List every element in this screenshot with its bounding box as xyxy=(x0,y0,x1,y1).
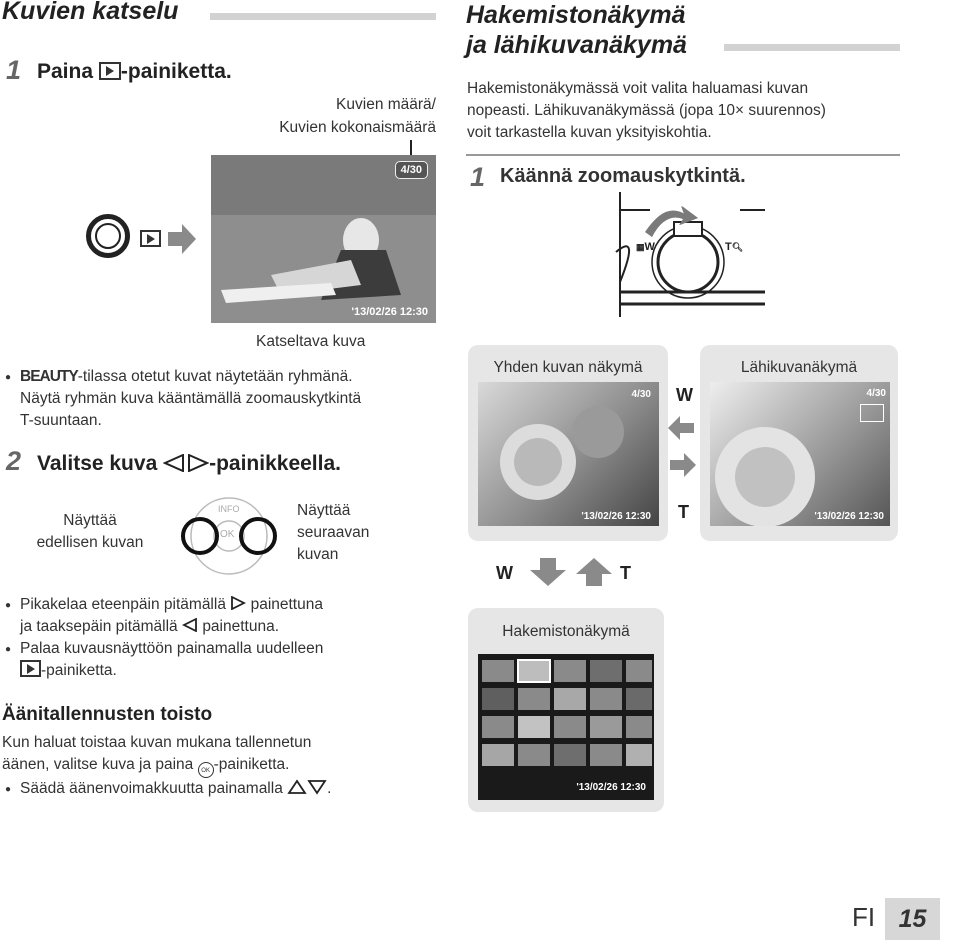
next-label-line-1: Näyttää xyxy=(297,502,351,519)
previous-image-label xyxy=(20,510,160,554)
fast-forward-note xyxy=(20,594,440,682)
page-heading: Kuvien katselu xyxy=(2,0,179,25)
image-counter: 4/30 xyxy=(866,388,886,399)
count-label-line-2: Kuvien kokonaismäärä xyxy=(279,119,436,136)
step-number: 1 xyxy=(6,55,22,85)
next-label-line-2: seuraavan xyxy=(297,524,370,541)
zoom-step-text: Käännä zoomauskytkintä. xyxy=(500,165,746,187)
closeup-view-photo xyxy=(710,382,890,526)
heading-rule xyxy=(724,44,900,51)
intro-line-3: voit tarkastella kuvan yksityiskohtia. xyxy=(467,124,712,141)
closeup-view-label: Lähikuvanäkymä xyxy=(740,359,858,376)
step-1-suffix: -painiketta. xyxy=(120,60,232,83)
rose-image xyxy=(478,382,659,526)
arrow-down-icon xyxy=(530,558,566,586)
previous-label-line-2: edellisen kuvan xyxy=(36,534,144,551)
step-2-text: Valitse kuva xyxy=(37,452,158,475)
beauty-note-line-2: Näytä ryhmän kuva kääntämällä zoomauskytkintä xyxy=(20,390,362,407)
thumbnail-grid xyxy=(478,654,654,800)
arrow-right-icon xyxy=(168,222,198,256)
count-label xyxy=(240,93,436,139)
index-grid xyxy=(478,654,654,800)
section-heading-line-2: ja lähikuvanäkymä xyxy=(466,31,687,59)
single-view-photo xyxy=(478,382,659,526)
left-arrow-icon xyxy=(182,618,198,632)
step-1-text: Paina xyxy=(37,60,94,83)
section-divider xyxy=(466,154,900,156)
playback-icon xyxy=(140,230,161,247)
intro-text xyxy=(467,78,907,144)
beauty-note-line-3: T-suuntaan. xyxy=(20,412,102,429)
index-view-label: Hakemistonäkymä xyxy=(502,623,630,640)
beauty-mode-note xyxy=(20,366,440,432)
lever-w-label xyxy=(636,241,655,253)
return-note-line-2: -painiketta. xyxy=(41,662,117,679)
lever-w-text: W xyxy=(644,241,655,253)
fast-forward-line-2b: painettuna. xyxy=(202,618,280,635)
magnify-icon: 🔍︎ xyxy=(731,242,744,252)
return-note-line-1: Palaa kuvausnäyttöön painamalla uudelleen xyxy=(20,640,324,657)
previous-label-line-1: Näyttää xyxy=(63,512,117,529)
intro-line-2: nopeasti. Lähikuvanäkymässä (jopa 10× suurennos) xyxy=(467,102,826,119)
step-number: 1 xyxy=(470,162,486,192)
photo-date: '13/02/26 12:30 xyxy=(581,511,651,522)
lever-t-text: T xyxy=(725,241,732,253)
photo-date: '13/02/26 12:30 xyxy=(814,511,884,522)
playback-icon xyxy=(99,62,121,80)
step-2-suffix: -painikkeella. xyxy=(209,452,341,475)
lever-t-label xyxy=(725,241,743,253)
audio-line-1: Kun haluat toistaa kuvan mukana tallennetun xyxy=(2,734,312,751)
playback-button-ring xyxy=(86,214,130,258)
audio-line-2b: -painiketta. xyxy=(213,756,290,773)
t-label: T xyxy=(678,502,689,522)
section-heading-line-1: Hakemistonäkymä xyxy=(466,1,686,29)
fast-forward-line-1b: painettuna xyxy=(250,596,323,613)
arrow-right-icon xyxy=(670,452,696,478)
w-label: W xyxy=(676,385,693,405)
photo-caption: Katseltava kuva xyxy=(256,333,366,350)
left-right-arrows-icon xyxy=(163,454,209,472)
beauty-note-line-1: -tilassa otetut kuvat näytetään ryhmänä. xyxy=(77,368,353,385)
up-down-arrows-icon xyxy=(287,779,327,795)
photo-woman-reading xyxy=(211,155,436,323)
image-counter: 4/30 xyxy=(631,389,651,400)
next-label-line-3: kuvan xyxy=(297,546,339,563)
right-arrow-icon xyxy=(230,596,246,610)
audio-instructions: Kun haluat toistaa kuvan mukana tallennetun äänen, valitse kuva ja paina OK -painiketta. Säädä äänenvoimakkuutta painamalla . xyxy=(2,732,442,800)
step-1-instruction xyxy=(37,60,232,84)
photo-date: '13/02/26 12:30 xyxy=(576,782,646,793)
index-view-panel xyxy=(468,608,664,812)
single-view-panel xyxy=(468,345,668,541)
photo-date: '13/02/26 12:30 xyxy=(351,306,428,318)
index-icon: ▦ xyxy=(636,242,645,252)
step-2-instruction xyxy=(37,452,341,476)
playback-photo xyxy=(211,155,436,323)
w-label: W xyxy=(496,563,513,583)
page-number: 15 xyxy=(885,898,940,940)
single-view-label: Yhden kuvan näkymä xyxy=(493,359,643,376)
arrow-left-icon xyxy=(668,415,694,441)
language-code: FI xyxy=(852,902,876,932)
volume-note: Säädä äänenvoimakkuutta painamalla xyxy=(20,780,283,797)
zoom-position-frame xyxy=(860,404,884,422)
fast-forward-line-2a: ja taaksepäin pitämällä xyxy=(20,618,178,635)
count-label-line-1: Kuvien määrä/ xyxy=(336,96,436,113)
audio-heading: Äänitallennusten toisto xyxy=(2,704,213,725)
arrow-up-icon xyxy=(576,558,612,586)
heading-rule xyxy=(210,13,436,20)
next-image-label xyxy=(297,500,369,566)
zoom-lever-illustration xyxy=(600,192,770,322)
closeup-view-panel xyxy=(700,345,898,541)
fast-forward-line-1a: Pikakelaa eteenpäin pitämällä xyxy=(20,596,226,613)
playback-icon xyxy=(20,660,41,677)
ok-button-icon: OK xyxy=(198,762,214,778)
section-heading xyxy=(466,0,687,60)
intro-line-1: Hakemistonäkymässä voit valita haluamasi kuvan xyxy=(467,80,809,97)
t-label: T xyxy=(620,563,631,583)
dial-info-label: INFO xyxy=(218,504,240,514)
beauty-brand-text: BEAUTY xyxy=(20,368,78,385)
audio-line-2a: äänen, valitse kuva ja paina xyxy=(2,756,194,773)
image-counter: 4/30 xyxy=(395,161,428,179)
dial-ok-label: OK xyxy=(220,529,235,540)
step-number: 2 xyxy=(6,446,22,476)
